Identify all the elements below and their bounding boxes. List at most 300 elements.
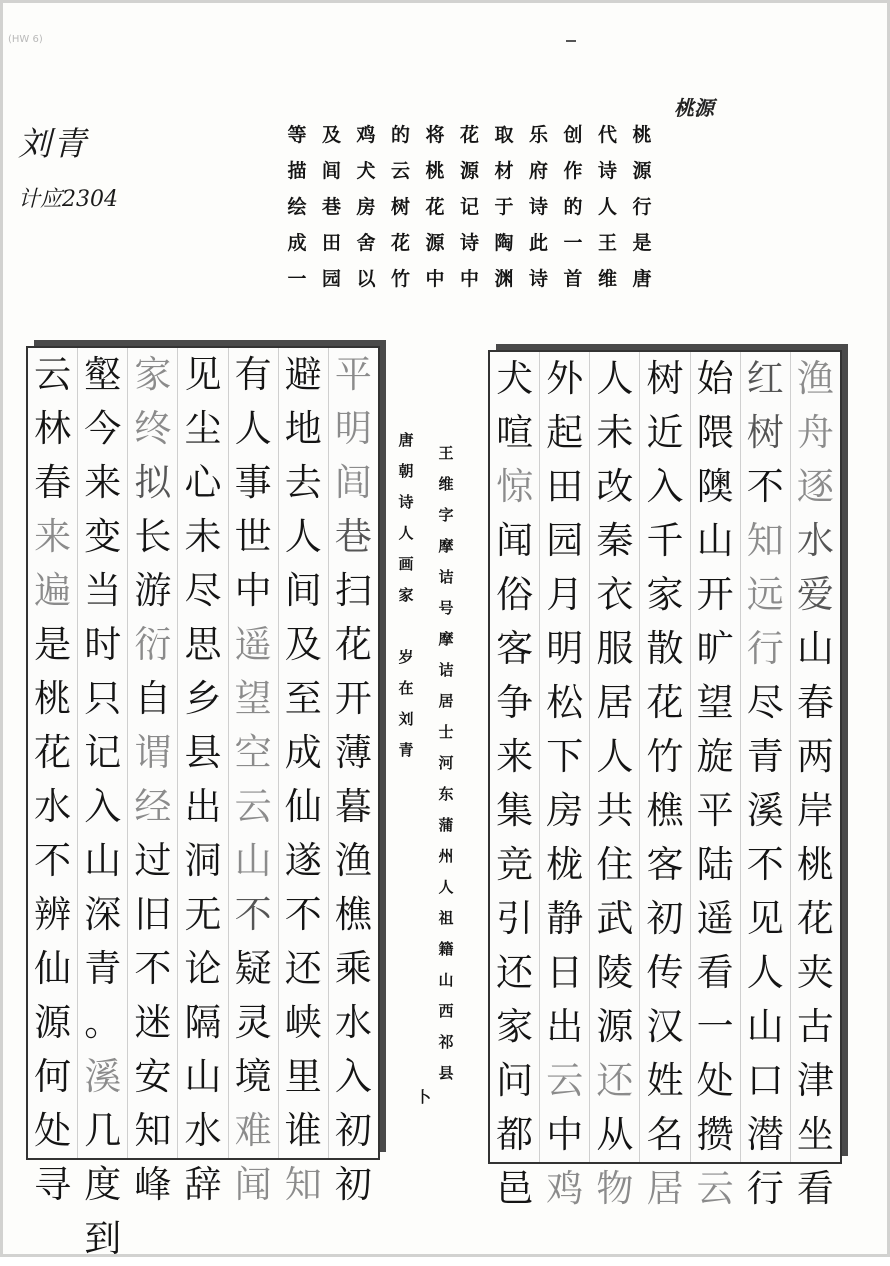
author-char: 河	[438, 754, 454, 772]
author-char: 州	[438, 847, 454, 865]
grid-cell: 来	[496, 735, 534, 778]
grid-cell: 峡	[284, 1001, 322, 1044]
grid-column	[127, 348, 177, 1206]
grid-cell: 几	[84, 1109, 122, 1152]
grid-cell: 花	[796, 897, 834, 940]
grid-column	[790, 352, 840, 1210]
intro-char: 舍	[356, 232, 376, 254]
grid-cell: 春	[796, 681, 834, 724]
intro-column	[630, 117, 654, 297]
intro-char: 鸡	[356, 124, 376, 146]
grid-cell: 山	[234, 839, 272, 882]
grid-cell: 服	[596, 627, 634, 670]
grid-cell: 云	[234, 785, 272, 828]
grid-cell: 峰	[134, 1163, 172, 1206]
grid-cell: 疑	[234, 947, 272, 990]
intro-char: 渊	[494, 268, 514, 290]
grid-cell: 园	[546, 519, 584, 562]
grid-cell: 县	[184, 731, 222, 774]
author-column	[396, 425, 416, 766]
intro-char: 巷	[321, 196, 341, 218]
grid-cell: 行	[746, 627, 784, 670]
grid-cell: 乘	[334, 947, 372, 990]
grid-cell: 入	[334, 1055, 372, 1098]
grid-cell: 物	[596, 1167, 634, 1210]
grid-cell: 洞	[184, 839, 222, 882]
grid-cell: 人	[284, 515, 322, 558]
grid-cell: 水	[184, 1109, 222, 1152]
intro-char: 花	[425, 196, 445, 218]
grid-cell: 望	[234, 677, 272, 720]
grid-cell: 喧	[496, 411, 534, 454]
author-char: 维	[438, 475, 454, 493]
grid-cell: 房	[546, 789, 584, 832]
grid-cell: 不	[234, 893, 272, 936]
grid-cell: 口	[746, 1059, 784, 1102]
author-char: 在	[398, 679, 414, 697]
student-name: 刘青	[18, 124, 88, 163]
grid-cell: 竞	[496, 843, 534, 886]
grid-cell: 起	[546, 411, 584, 454]
grid-cell: 还	[496, 951, 534, 994]
grid-cell: 樵	[646, 789, 684, 832]
grid-cell: 拟	[134, 461, 172, 504]
author-char: 朝	[398, 462, 414, 480]
grid-cell: 遂	[284, 839, 322, 882]
grid-cell: 散	[646, 627, 684, 670]
grid-column	[177, 348, 227, 1206]
grid-cell: 至	[284, 677, 322, 720]
grid-cell: 间	[284, 569, 322, 612]
grid-cell: 竹	[646, 735, 684, 778]
intro-char: 以	[356, 268, 376, 290]
grid-cell: 出	[546, 1005, 584, 1048]
author-char: 号	[438, 599, 454, 617]
grid-cell: 初	[646, 897, 684, 940]
grid-cell: 入	[646, 465, 684, 508]
class-id: 计应2304	[18, 187, 118, 212]
grid-cell: 武	[596, 897, 634, 940]
author-char: 县	[438, 1064, 454, 1082]
intro-column	[561, 117, 585, 297]
grid-cell: 渔	[334, 839, 372, 882]
grid-cell: 古	[796, 1005, 834, 1048]
grid-cell: 长	[134, 515, 172, 558]
intro-char: 田	[321, 232, 341, 254]
grid-cell: 入	[84, 785, 122, 828]
grid-cell: 仙	[284, 785, 322, 828]
intro-column	[596, 117, 620, 297]
grid-cell: 月	[546, 573, 584, 616]
intro-char: 是	[632, 232, 652, 254]
grid-cell: 开	[696, 573, 734, 616]
grid-cell: 旋	[696, 735, 734, 778]
grid-cell: 坐	[796, 1113, 834, 1156]
intro-char: 诗	[597, 160, 617, 182]
grid-cell: 未	[184, 515, 222, 558]
grid-cell: 思	[184, 623, 222, 666]
grid-cell: 爱	[796, 573, 834, 616]
intro-column	[320, 117, 344, 297]
author-char: 字	[438, 506, 454, 524]
grid-cell: 桃	[34, 677, 72, 720]
intro-char: 创	[563, 124, 583, 146]
grid-cell: 邑	[496, 1167, 534, 1210]
author-char: 蒲	[438, 816, 454, 834]
grid-cell: 辨	[34, 893, 72, 936]
grid-cell: 惊	[496, 465, 534, 508]
grid-cell: 隔	[184, 1001, 222, 1044]
grid-cell: 名	[646, 1113, 684, 1156]
author-char: 摩	[438, 537, 454, 555]
grid-cell: 行	[746, 1167, 784, 1210]
intro-char: 诗	[459, 232, 479, 254]
grid-cell: 遥	[234, 623, 272, 666]
grid-cell: 论	[184, 947, 222, 990]
grid-cell: 。	[84, 1001, 122, 1044]
grid-cell: 辞	[184, 1163, 222, 1206]
grid-cell: 不	[746, 843, 784, 886]
grid-cell: 人	[746, 951, 784, 994]
grid-cell: 明	[334, 407, 372, 450]
grid-cell: 初	[334, 1163, 372, 1206]
author-char: 岁	[398, 648, 414, 666]
grid-cell: 不	[34, 839, 72, 882]
grid-cell: 遍	[34, 569, 72, 612]
author-char: 人	[438, 878, 454, 896]
intro-char: 乐	[528, 124, 548, 146]
grid-cell: 还	[284, 947, 322, 990]
author-char: 籍	[438, 940, 454, 958]
author-char: 唐	[398, 431, 414, 449]
author-column	[436, 438, 456, 1089]
intro-char: 材	[494, 160, 514, 182]
intro-char: 绘	[287, 196, 307, 218]
grid-cell: 经	[134, 785, 172, 828]
grid-cell: 攒	[696, 1113, 734, 1156]
intro-char: 源	[459, 160, 479, 182]
grid-column	[539, 352, 589, 1210]
author-char: 摩	[438, 630, 454, 648]
grid-cell: 境	[234, 1055, 272, 1098]
intro-char: 树	[390, 196, 410, 218]
grid-cell: 处	[34, 1109, 72, 1152]
author-tail-mark: 卜	[416, 1088, 432, 1106]
grid-column	[228, 348, 278, 1206]
grid-column	[77, 348, 127, 1260]
grid-column	[589, 352, 639, 1210]
intro-char: 王	[597, 232, 617, 254]
grid-cell: 闾	[334, 461, 372, 504]
intro-char: 记	[459, 196, 479, 218]
intro-char: 人	[597, 196, 617, 218]
intro-char: 诗	[528, 268, 548, 290]
grid-cell: 中	[546, 1113, 584, 1156]
grid-column	[278, 348, 328, 1206]
author-char: 山	[438, 971, 454, 989]
grid-cell: 谓	[134, 731, 172, 774]
intro-char: 房	[356, 196, 376, 218]
grid-cell: 闻	[496, 519, 534, 562]
author-char: 画	[398, 555, 414, 573]
grid-cell: 犬	[496, 357, 534, 400]
grid-cell: 闻	[234, 1163, 272, 1206]
grid-cell: 地	[284, 407, 322, 450]
grid-cell: 山	[184, 1055, 222, 1098]
grid-cell: 知	[746, 519, 784, 562]
intro-char: 成	[287, 232, 307, 254]
grid-cell: 日	[546, 951, 584, 994]
grid-cell: 无	[184, 893, 222, 936]
grid-cell: 源	[596, 1005, 634, 1048]
grid-cell: 不	[284, 893, 322, 936]
grid-cell: 处	[696, 1059, 734, 1102]
grid-cell: 隈	[696, 411, 734, 454]
grid-cell: 陆	[696, 843, 734, 886]
intro-char: 代	[597, 124, 617, 146]
author-char: 家	[398, 586, 414, 604]
grid-cell: 扫	[334, 569, 372, 612]
grid-cell: 舟	[796, 411, 834, 454]
grid-cell: 云	[696, 1167, 734, 1210]
grid-cell: 渔	[796, 357, 834, 400]
intro-char: 犬	[356, 160, 376, 182]
grid-cell: 一	[696, 1005, 734, 1048]
grid-cell: 安	[134, 1055, 172, 1098]
author-char: 王	[438, 444, 454, 462]
intro-char: 维	[597, 268, 617, 290]
grid-cell: 红	[746, 357, 784, 400]
intro-char: 园	[321, 268, 341, 290]
grid-cell: 山	[796, 627, 834, 670]
grid-cell: 不	[746, 465, 784, 508]
grid-cell: 居	[646, 1167, 684, 1210]
intro-char: 源	[632, 160, 652, 182]
intro-column	[458, 117, 482, 297]
grid-cell: 春	[34, 461, 72, 504]
author-char: 祖	[438, 909, 454, 927]
grid-cell: 溪	[746, 789, 784, 832]
intro-char: 行	[632, 196, 652, 218]
grid-cell: 何	[34, 1055, 72, 1098]
intro-char: 诗	[528, 196, 548, 218]
grid-cell: 来	[34, 515, 72, 558]
grid-cell: 下	[546, 735, 584, 778]
grid-cell: 心	[184, 461, 222, 504]
pencil-mark	[566, 40, 576, 42]
grid-column	[740, 352, 790, 1210]
intro-char: 花	[459, 124, 479, 146]
grid-cell: 青	[746, 735, 784, 778]
grid-cell: 客	[646, 843, 684, 886]
grid-column	[639, 352, 689, 1210]
grid-cell: 见	[184, 353, 222, 396]
grid-cell: 津	[796, 1059, 834, 1102]
grid-cell: 出	[184, 785, 222, 828]
grid-cell: 姓	[646, 1059, 684, 1102]
author-char: 士	[438, 723, 454, 741]
intro-char: 府	[528, 160, 548, 182]
intro-char: 作	[563, 160, 583, 182]
intro-char: 于	[494, 196, 514, 218]
grid-cell: 水	[34, 785, 72, 828]
grid-cell: 汉	[646, 1005, 684, 1048]
grid-cell: 远	[746, 573, 784, 616]
grid-cell: 松	[546, 681, 584, 724]
grid-cell: 共	[596, 789, 634, 832]
grid-cell: 花	[34, 731, 72, 774]
author-char: 东	[438, 785, 454, 803]
intro-char: 中	[425, 268, 445, 290]
grid-cell: 谁	[284, 1109, 322, 1152]
grid-cell: 有	[234, 353, 272, 396]
grid-cell: 到	[84, 1217, 122, 1260]
author-char: 诘	[438, 568, 454, 586]
grid-cell: 时	[84, 623, 122, 666]
grid-cell: 夹	[796, 951, 834, 994]
grid-cell: 里	[284, 1055, 322, 1098]
grid-cell: 从	[596, 1113, 634, 1156]
grid-cell: 问	[496, 1059, 534, 1102]
grid-cell: 见	[746, 897, 784, 940]
grid-cell: 衍	[134, 623, 172, 666]
grid-cell: 尽	[184, 569, 222, 612]
grid-cell: 田	[546, 465, 584, 508]
grid-cell: 外	[546, 357, 584, 400]
grid-cell: 花	[646, 681, 684, 724]
intro-char: 一	[287, 268, 307, 290]
grid-cell: 陵	[596, 951, 634, 994]
grid-cell: 樵	[334, 893, 372, 936]
intro-char: 陶	[494, 232, 514, 254]
grid-cell: 水	[796, 519, 834, 562]
grid-cell: 薄	[334, 731, 372, 774]
grid-column	[490, 352, 539, 1210]
grid-cell: 平	[334, 353, 372, 396]
grid-cell: 客	[496, 627, 534, 670]
grid-cell: 记	[84, 731, 122, 774]
grid-cell: 都	[496, 1113, 534, 1156]
grid-cell: 家	[134, 353, 172, 396]
grid-cell: 近	[646, 411, 684, 454]
grid-cell: 争	[496, 681, 534, 724]
grid-cell: 巷	[334, 515, 372, 558]
grid-cell: 来	[84, 461, 122, 504]
intro-char: 唐	[632, 268, 652, 290]
grid-cell: 壑	[84, 353, 122, 396]
grid-cell: 水	[334, 1001, 372, 1044]
grid-cell: 未	[596, 411, 634, 454]
grid-cell: 潜	[746, 1113, 784, 1156]
grid-cell: 家	[646, 573, 684, 616]
grid-cell: 平	[696, 789, 734, 832]
grid-cell: 中	[234, 569, 272, 612]
grid-cell: 度	[84, 1163, 122, 1206]
grid-cell: 山	[696, 519, 734, 562]
grid-cell: 当	[84, 569, 122, 612]
grid-cell: 望	[696, 681, 734, 724]
grid-cell: 暮	[334, 785, 372, 828]
grid-cell: 还	[596, 1059, 634, 1102]
grid-cell: 花	[334, 623, 372, 666]
author-char: 人	[398, 524, 414, 542]
grid-cell: 知	[134, 1109, 172, 1152]
author-char: 祁	[438, 1033, 454, 1051]
intro-char: 桃	[632, 124, 652, 146]
grid-cell: 桃	[796, 843, 834, 886]
grid-cell: 难	[234, 1109, 272, 1152]
intro-char: 将	[425, 124, 445, 146]
intro-char: 此	[528, 232, 548, 254]
grid-cell: 家	[496, 1005, 534, 1048]
grid-cell: 改	[596, 465, 634, 508]
grid-cell: 衣	[596, 573, 634, 616]
grid-cell: 住	[596, 843, 634, 886]
author-char: 刘	[398, 710, 414, 728]
grid-cell: 是	[34, 623, 72, 666]
grid-cell: 不	[134, 947, 172, 990]
grid-cell: 事	[234, 461, 272, 504]
intro-char: 描	[287, 160, 307, 182]
grid-cell: 山	[84, 839, 122, 882]
grid-cell: 迷	[134, 1001, 172, 1044]
grid-cell: 旧	[134, 893, 172, 936]
grid-cell: 青	[84, 947, 122, 990]
grid-cell: 溪	[84, 1055, 122, 1098]
grid-cell: 逐	[796, 465, 834, 508]
grid-cell: 今	[84, 407, 122, 450]
grid-cell: 云	[34, 353, 72, 396]
intro-char: 竹	[390, 268, 410, 290]
grid-cell: 空	[234, 731, 272, 774]
grid-cell: 秦	[596, 519, 634, 562]
author-char: 诗	[398, 493, 414, 511]
grid-cell: 过	[134, 839, 172, 882]
grid-cell: 栊	[546, 843, 584, 886]
grid-cell: 看	[796, 1167, 834, 1210]
author-char	[396, 611, 416, 642]
author-char: 西	[438, 1002, 454, 1020]
grid-cell: 深	[84, 893, 122, 936]
intro-column	[527, 117, 551, 297]
intro-char: 花	[390, 232, 410, 254]
grid-cell: 传	[646, 951, 684, 994]
grid-cell: 仙	[34, 947, 72, 990]
grid-column	[328, 348, 378, 1206]
grid-column	[28, 348, 77, 1206]
grid-cell: 云	[546, 1059, 584, 1102]
scan-edge-top	[0, 0, 890, 3]
intro-column	[285, 117, 309, 297]
grid-cell: 人	[234, 407, 272, 450]
grid-cell: 去	[284, 461, 322, 504]
intro-column	[423, 117, 447, 297]
grid-cell: 集	[496, 789, 534, 832]
intro-char: 的	[563, 196, 583, 218]
grid-cell: 游	[134, 569, 172, 612]
intro-char: 中	[459, 268, 479, 290]
grid-cell: 引	[496, 897, 534, 940]
grid-cell: 终	[134, 407, 172, 450]
calligraphy-grid-left	[26, 346, 380, 1260]
intro-column	[492, 117, 516, 297]
grid-cell: 尽	[746, 681, 784, 724]
intro-char: 闾	[321, 160, 341, 182]
grid-cell: 世	[234, 515, 272, 558]
intro-column	[354, 117, 378, 297]
author-char: 青	[398, 741, 414, 759]
intro-column	[389, 117, 413, 297]
